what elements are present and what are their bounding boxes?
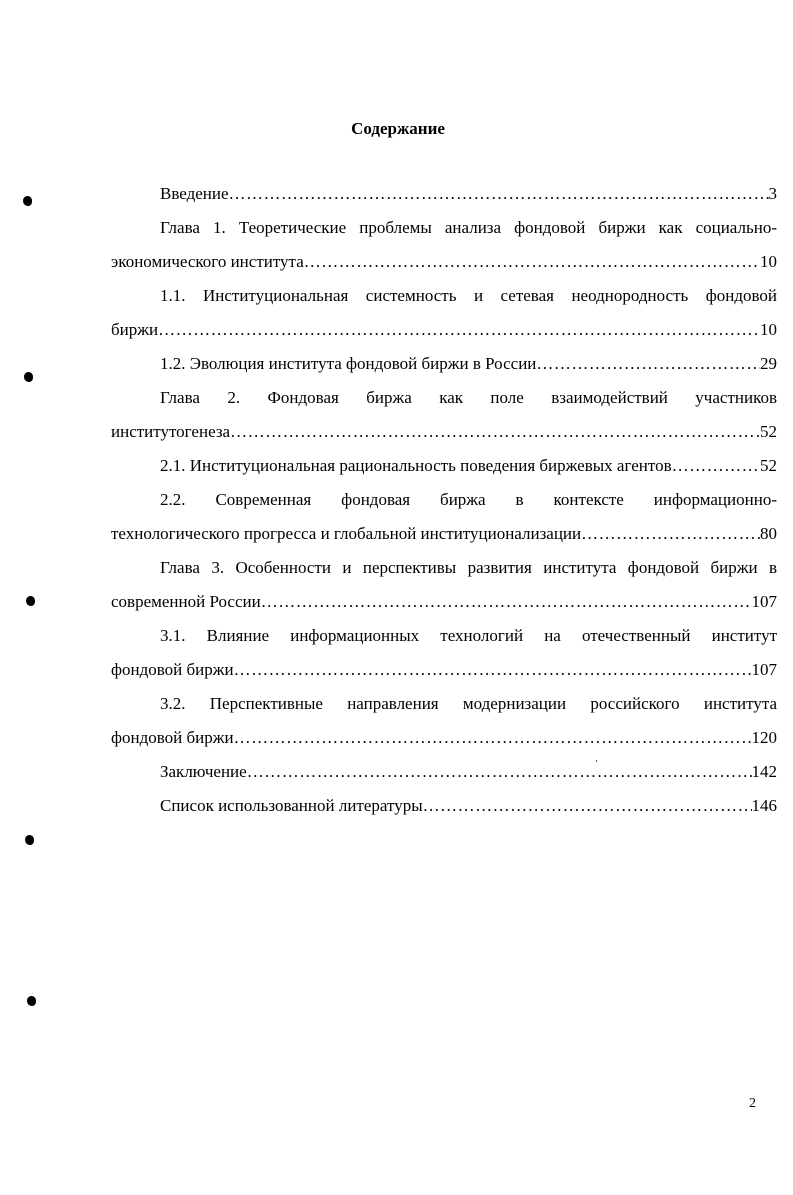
toc-leader-dots xyxy=(581,517,760,551)
page-number: 2 xyxy=(749,1096,756,1111)
binding-hole-mark xyxy=(23,196,32,206)
toc-leader-dots xyxy=(261,585,752,619)
page-title: Содержание xyxy=(351,119,445,138)
toc-page-number: 146 xyxy=(751,796,777,815)
toc-entry-section-3-2 xyxy=(111,687,777,755)
toc-entry-text: 3.1. Влияние информационных технологий на отечественный институт xyxy=(160,626,777,645)
binding-hole-mark xyxy=(27,996,36,1006)
binding-hole-mark xyxy=(25,835,34,845)
binding-hole-mark xyxy=(24,372,33,382)
toc-entry-text-continuation: технологического прогресса и глобальной институционализации xyxy=(111,524,582,543)
toc-entry-text-continuation: фондовой биржи xyxy=(111,660,234,679)
toc-entry-section-3-1 xyxy=(111,619,777,687)
toc-entry-chapter-1 xyxy=(111,211,777,279)
toc-entry-text-continuation: фондовой биржи xyxy=(111,728,234,747)
toc-entry-text: 2.1. Институциональная рациональность поведения биржевых агентов xyxy=(160,456,672,475)
toc-page-number: 120 xyxy=(751,728,777,747)
toc-page-number: 52 xyxy=(760,456,777,475)
toc-entry-text: 1.1. Институциональная системность и сетевая неоднородность фондовой xyxy=(160,286,777,305)
toc-leader-dots xyxy=(672,449,760,483)
toc-leader-dots xyxy=(229,177,769,211)
toc-entry-text-continuation: современной России xyxy=(111,592,261,611)
toc-entry-text: Введение xyxy=(160,184,229,203)
toc-entry-text-continuation: биржи xyxy=(111,320,159,339)
toc-leader-dots xyxy=(304,245,760,279)
toc-entry-chapter-2 xyxy=(111,381,777,449)
toc-leader-dots xyxy=(158,313,760,347)
toc-page-number: 10 xyxy=(760,320,777,339)
toc-entry-section-1-2 xyxy=(111,347,777,381)
toc-entry-introduction xyxy=(111,177,777,211)
binding-hole-mark xyxy=(26,596,35,606)
toc-page-number: 107 xyxy=(751,660,777,679)
toc-entry-conclusion xyxy=(111,755,777,789)
toc-entry-text: Глава 3. Особенности и перспективы развития института фондовой биржи в xyxy=(160,558,777,577)
toc-page-number: 29 xyxy=(760,354,777,373)
toc-entry-text: 1.2. Эволюция института фондовой биржи в России xyxy=(160,354,537,373)
toc-entry-section-1-1 xyxy=(111,279,777,347)
toc-entry-text-continuation: институтогенеза xyxy=(111,422,231,441)
toc-entry-text-continuation: экономического института xyxy=(111,252,304,271)
toc-entry-text: Список использованной литературы xyxy=(160,796,423,815)
toc-entry-text: Глава 2. Фондовая биржа как поле взаимодействий участников xyxy=(160,388,777,407)
toc-page-number: 52 xyxy=(760,422,777,441)
toc-page-number: 3 xyxy=(768,184,777,203)
toc-leader-dots xyxy=(536,347,760,381)
toc-entry-chapter-3 xyxy=(111,551,777,619)
toc-leader-dots xyxy=(234,653,752,687)
toc-leader-dots xyxy=(423,789,752,823)
toc-entry-text: Глава 1. Теоретические проблемы анализа фондовой биржи как социально- xyxy=(160,218,777,237)
toc-entry-bibliography xyxy=(111,789,777,823)
toc-leader-dots xyxy=(247,755,752,789)
toc-entry-section-2-2 xyxy=(111,483,777,551)
toc-page-number: 80 xyxy=(760,524,777,543)
toc-page-number: 107 xyxy=(751,592,777,611)
toc-entry-text: 2.2. Современная фондовая биржа в контексте информационно- xyxy=(160,490,777,509)
toc-page-number: 10 xyxy=(760,252,777,271)
toc-leader-dots xyxy=(230,415,760,449)
toc-entry-text: Заключение xyxy=(160,762,247,781)
toc-entry-section-2-1 xyxy=(111,449,777,483)
toc-leader-dots xyxy=(234,721,752,755)
table-of-contents xyxy=(111,177,777,823)
toc-entry-text: 3.2. Перспективные направления модернизации российского института xyxy=(160,694,777,713)
toc-page-number: 142 xyxy=(751,762,777,781)
